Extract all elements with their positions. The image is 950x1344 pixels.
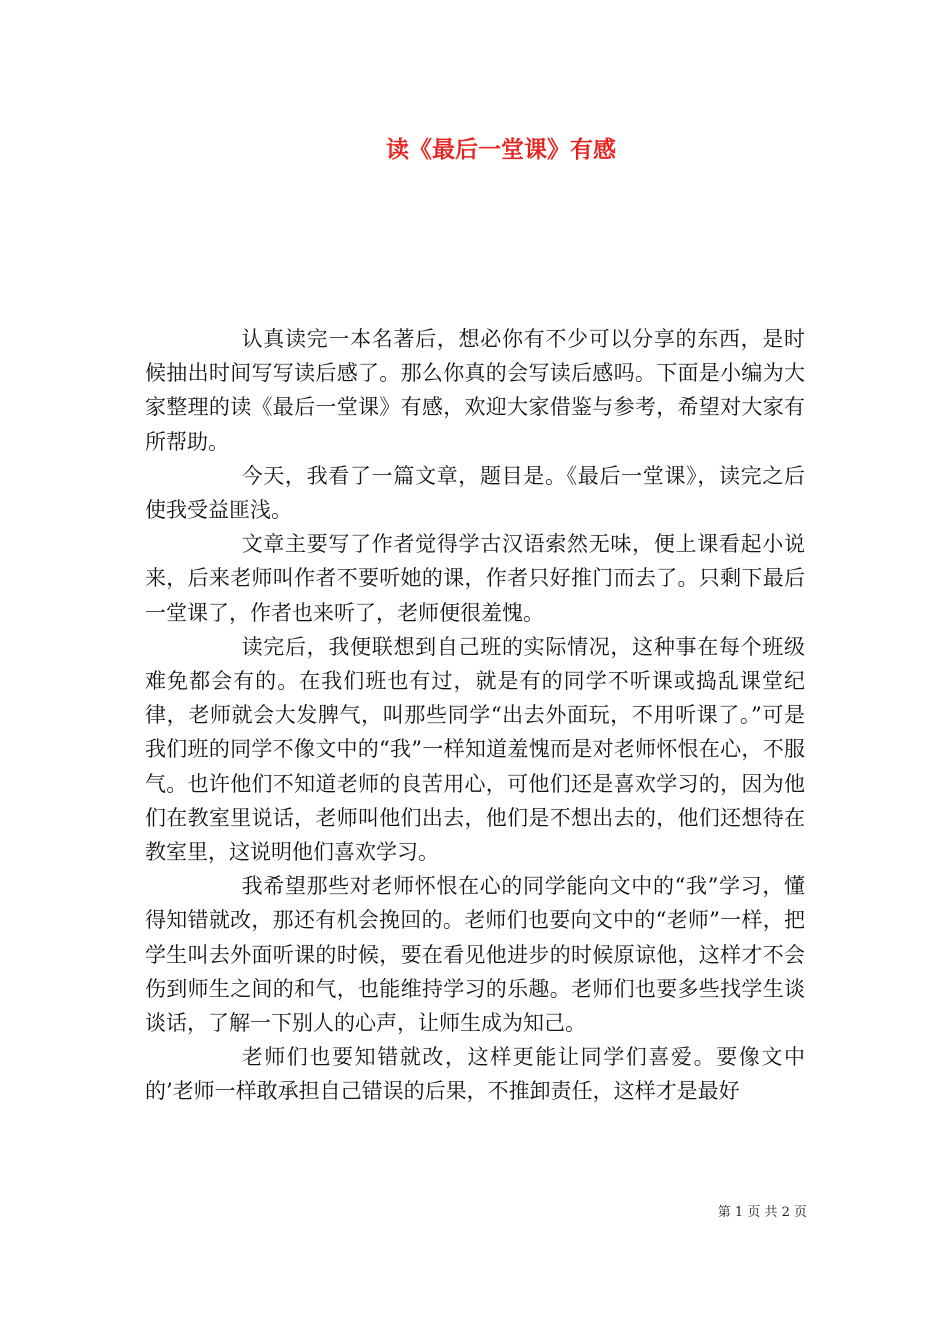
paragraph: 读完后，我便联想到自己班的实际情况，这种事在每个班级难免都会有的。在我们班也有过，就是有的同学不听课或捣乱课堂纪律，老师就会大发脾气，叫那些同学“出去外面玩，不用听课了。”可是我们班的同学不像文中的“我”一样知道羞愧而是对老师怀恨在心，不服气。也许他们不知道老师的良苦用心，可他们还是喜欢学习的，因为他们在教室里说话，老师叫他们出去，他们是不想出去的，他们还想待在教室里，这说明他们喜欢学习。 <box>145 634 805 865</box>
paragraph: 我希望那些对老师怀恨在心的同学能向文中的“我”学习，懂得知错就改，那还有机会挽回的。老师们也要向文中的“老师”一样，把学生叫去外面听课的时候，要在看见他进步的时候原谅他，这样才不会伤到师生之间的和气，也能维持学习的乐趣。老师们也要多些找学生谈谈话，了解一下别人的心声，让师生成为知己。 <box>145 874 805 1036</box>
paragraph: 今天，我看了一篇文章，题目是。《最后一堂课》，读完之后使我受益匪浅。 <box>145 463 805 523</box>
paragraph: 文章主要写了作者觉得学古汉语索然无味，便上课看起小说来，后来老师叫作者不要听她的课，作者只好推门而去了。只剩下最后一堂课了，作者也来听了，老师便很羞愧。 <box>145 532 805 625</box>
paragraph: 认真读完一本名著后，想必你有不少可以分享的东西，是时候抽出时间写写读后感了。那么你真的会写读后感吗。下面是小编为大家整理的读《最后一堂课》有感，欢迎大家借鉴与参考，希望对大家有所帮助。 <box>145 327 805 454</box>
page-number-footer: 第 1 页 共 2 页 <box>717 1205 807 1220</box>
document-body <box>145 322 805 1109</box>
paragraph: 老师们也要知错就改，这样更能让同学们喜爱。要像文中的’老师一样敢承担自己错误的后果，不推卸责任，这样才是最好 <box>145 1045 805 1104</box>
document-title: 读《最后一堂课》有感 <box>386 136 616 163</box>
